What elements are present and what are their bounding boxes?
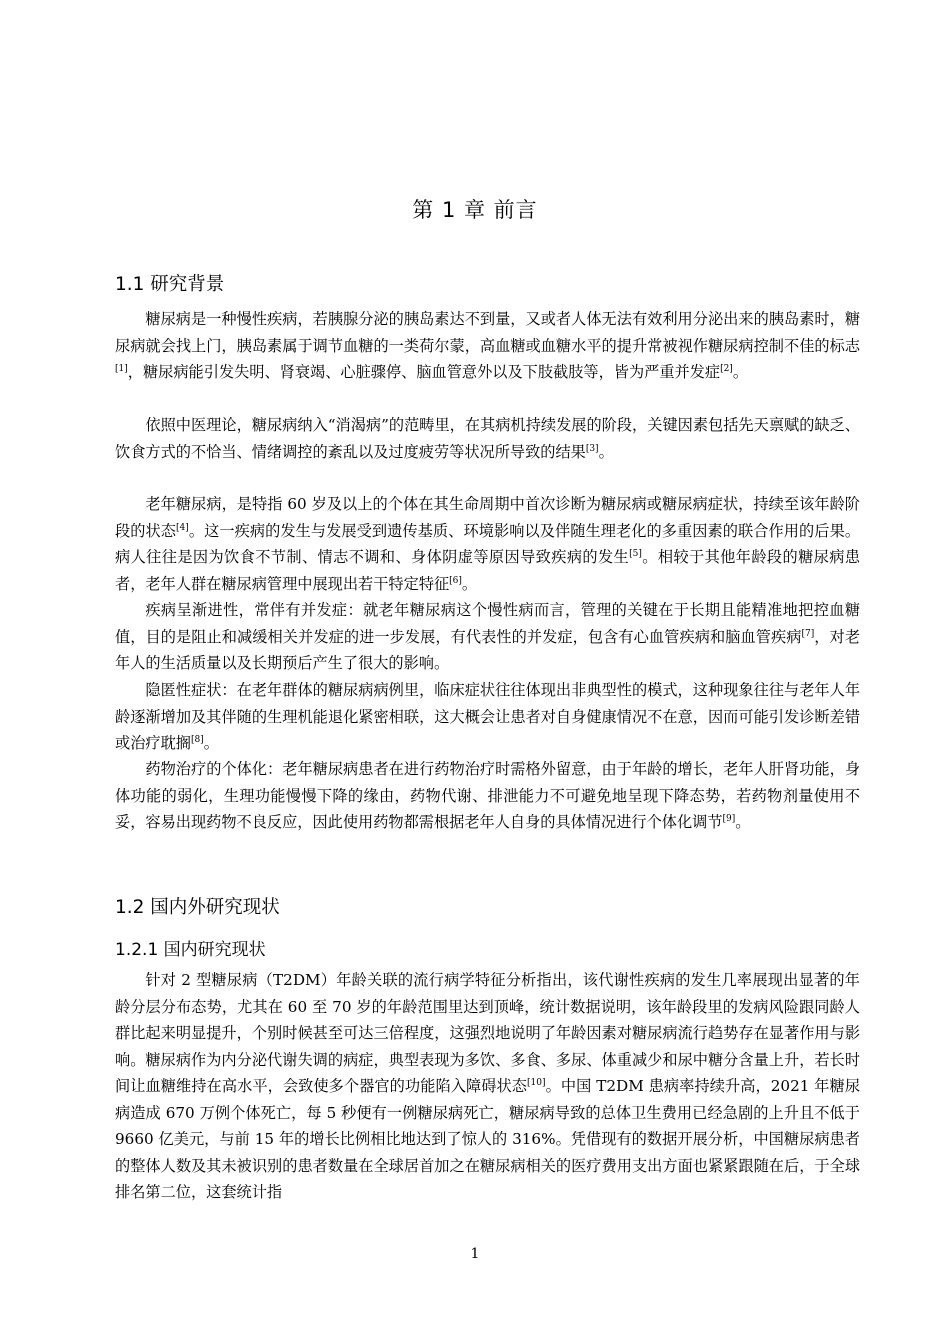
citation: [5]	[629, 549, 642, 559]
citation: [4]	[176, 522, 189, 533]
citation: [10]	[527, 1078, 546, 1088]
paragraph-complications: 疾病呈渐进性，常伴有并发症：就老年糖尿病这个慢性病而言，管理的关键在于长期且能精准地把控血糖值，目的是阻止和减缓相关并发症的进一步发展，有代表性的并发症，包含有心血管疾病和脑血管疾病[7]，对老年人的生活质量以及长期预后产生了很大的影响。	[115, 601, 861, 672]
section-heading-research-status: 1.2 国内外研究现状	[115, 897, 280, 918]
citation: [3]	[585, 443, 599, 454]
paragraph-tcm-theory: 依照中医理论，糖尿病纳入“消渴病”的范畴里，在其病机持续发展的阶段，关键因素包括先天禀赋的缺乏、饮食方式的不恰当、情绪调控的紊乱以及过度疲劳等状况所导致的结果[3]。	[115, 416, 860, 461]
paragraph-elderly-diabetes: 老年糖尿病，是特指 60 岁及以上的个体在其生命周期中首次诊断为糖尿病或糖尿病症状，持续至该年龄阶段的状态[4]。这一疾病的发生与发展受到遗传基质、环境影响以及伴随生理老化的多重因素的联合作用的后果。病人往往是因为饮食不节制、情志不调和、身体阴虚等原因导致疾病的发生[5]。相较于其他年龄段的糖尿病患者，老年人群在糖尿病管理中展现出若干特定特征[6]。	[115, 495, 861, 593]
citation: [8]	[190, 735, 204, 745]
citation: [7]	[801, 628, 815, 639]
subsection-heading-domestic: 1.2.1 国内研究现状	[115, 940, 266, 960]
section-heading-background: 1.1 研究背景	[115, 274, 225, 295]
paragraph-hidden-symptoms: 隐匿性症状：在老年群体的糖尿病病例里，临床症状往往体现出非典型性的模式，这种现象往往与老年人年龄逐渐增加及其伴随的生理机能退化紧密相联，这大概会让患者对自身健康情况不在意，因而可能引发诊断差错或治疗耽搁[8]。	[115, 681, 860, 752]
citation: [1]	[115, 364, 128, 374]
paragraph-diabetes-definition: 糖尿病是一种慢性疾病，若胰腺分泌的胰岛素达不到量，又或者人体无法有效利用分泌出来的胰岛素时，糖尿病就会找上门，胰岛素属于调节血糖的一类荷尔蒙，高血糖或血糖水平的提升常被视作糖尿病控制不佳的标志[1]，糖尿病能引发失明、肾衰竭、心脏骤停、脑血管意外以及下肢截肢等，皆为严重并发症[2]。	[115, 310, 860, 381]
paragraph-domestic-research: 针对 2 型糖尿病（T2DM）年龄关联的流行病学特征分析指出，该代谢性疾病的发生几率展现出显著的年龄分层分布态势，尤其在 60 至 70 岁的年龄范围里达到顶峰，统计数据说明，该年龄段里的发病风险跟同龄人群比起来明显提升，个别时候甚至可达三倍程度，这强烈地说明了年龄因素对糖尿病流行趋势存在显著作用与影响。糖尿病作为内分泌代谢失调的病症，典型表现为多饮、多食、多尿、体重减少和尿中糖分含量上升，若长时间让血糖维持在高水平，会致使多个器官的功能陷入障碍状态[10]。中国 T2DM 患病率持续升高，2021 年糖尿病造成 670 万例个体死亡，每 5 秒便有一例糖尿病死亡，糖尿病导致的总体卫生费用已经急剧的上升且不低于 9660 亿美元，与前 15 年的增长比例相比地达到了惊人的 316%。凭借现有的数据开展分析，中国糖尿病患者的整体人数及其未被识别的患者数量在全球居首加之在糖尿病相关的医疗费用支出方面也紧紧跟随在后，于全球排名第二位，这套统计指	[115, 971, 861, 1201]
chapter-title: 第 1 章 前言	[412, 198, 538, 222]
citation: [2]	[720, 364, 733, 374]
paragraph-individualized-treatment: 药物治疗的个体化：老年糖尿病患者在进行药物治疗时需格外留意，由于年龄的增长，老年人肝肾功能，身体功能的弱化，生理功能慢慢下降的缘由，药物代谢、排泄能力不可避免地呈现下降态势，若药物剂量使用不妥，容易出现药物不良反应，因此使用药物都需根据老年人自身的具体情况进行个体化调节[9]。	[115, 760, 860, 831]
citation: [6]	[449, 575, 462, 586]
page-number: 1	[470, 1246, 480, 1262]
citation: [9]	[722, 814, 736, 824]
